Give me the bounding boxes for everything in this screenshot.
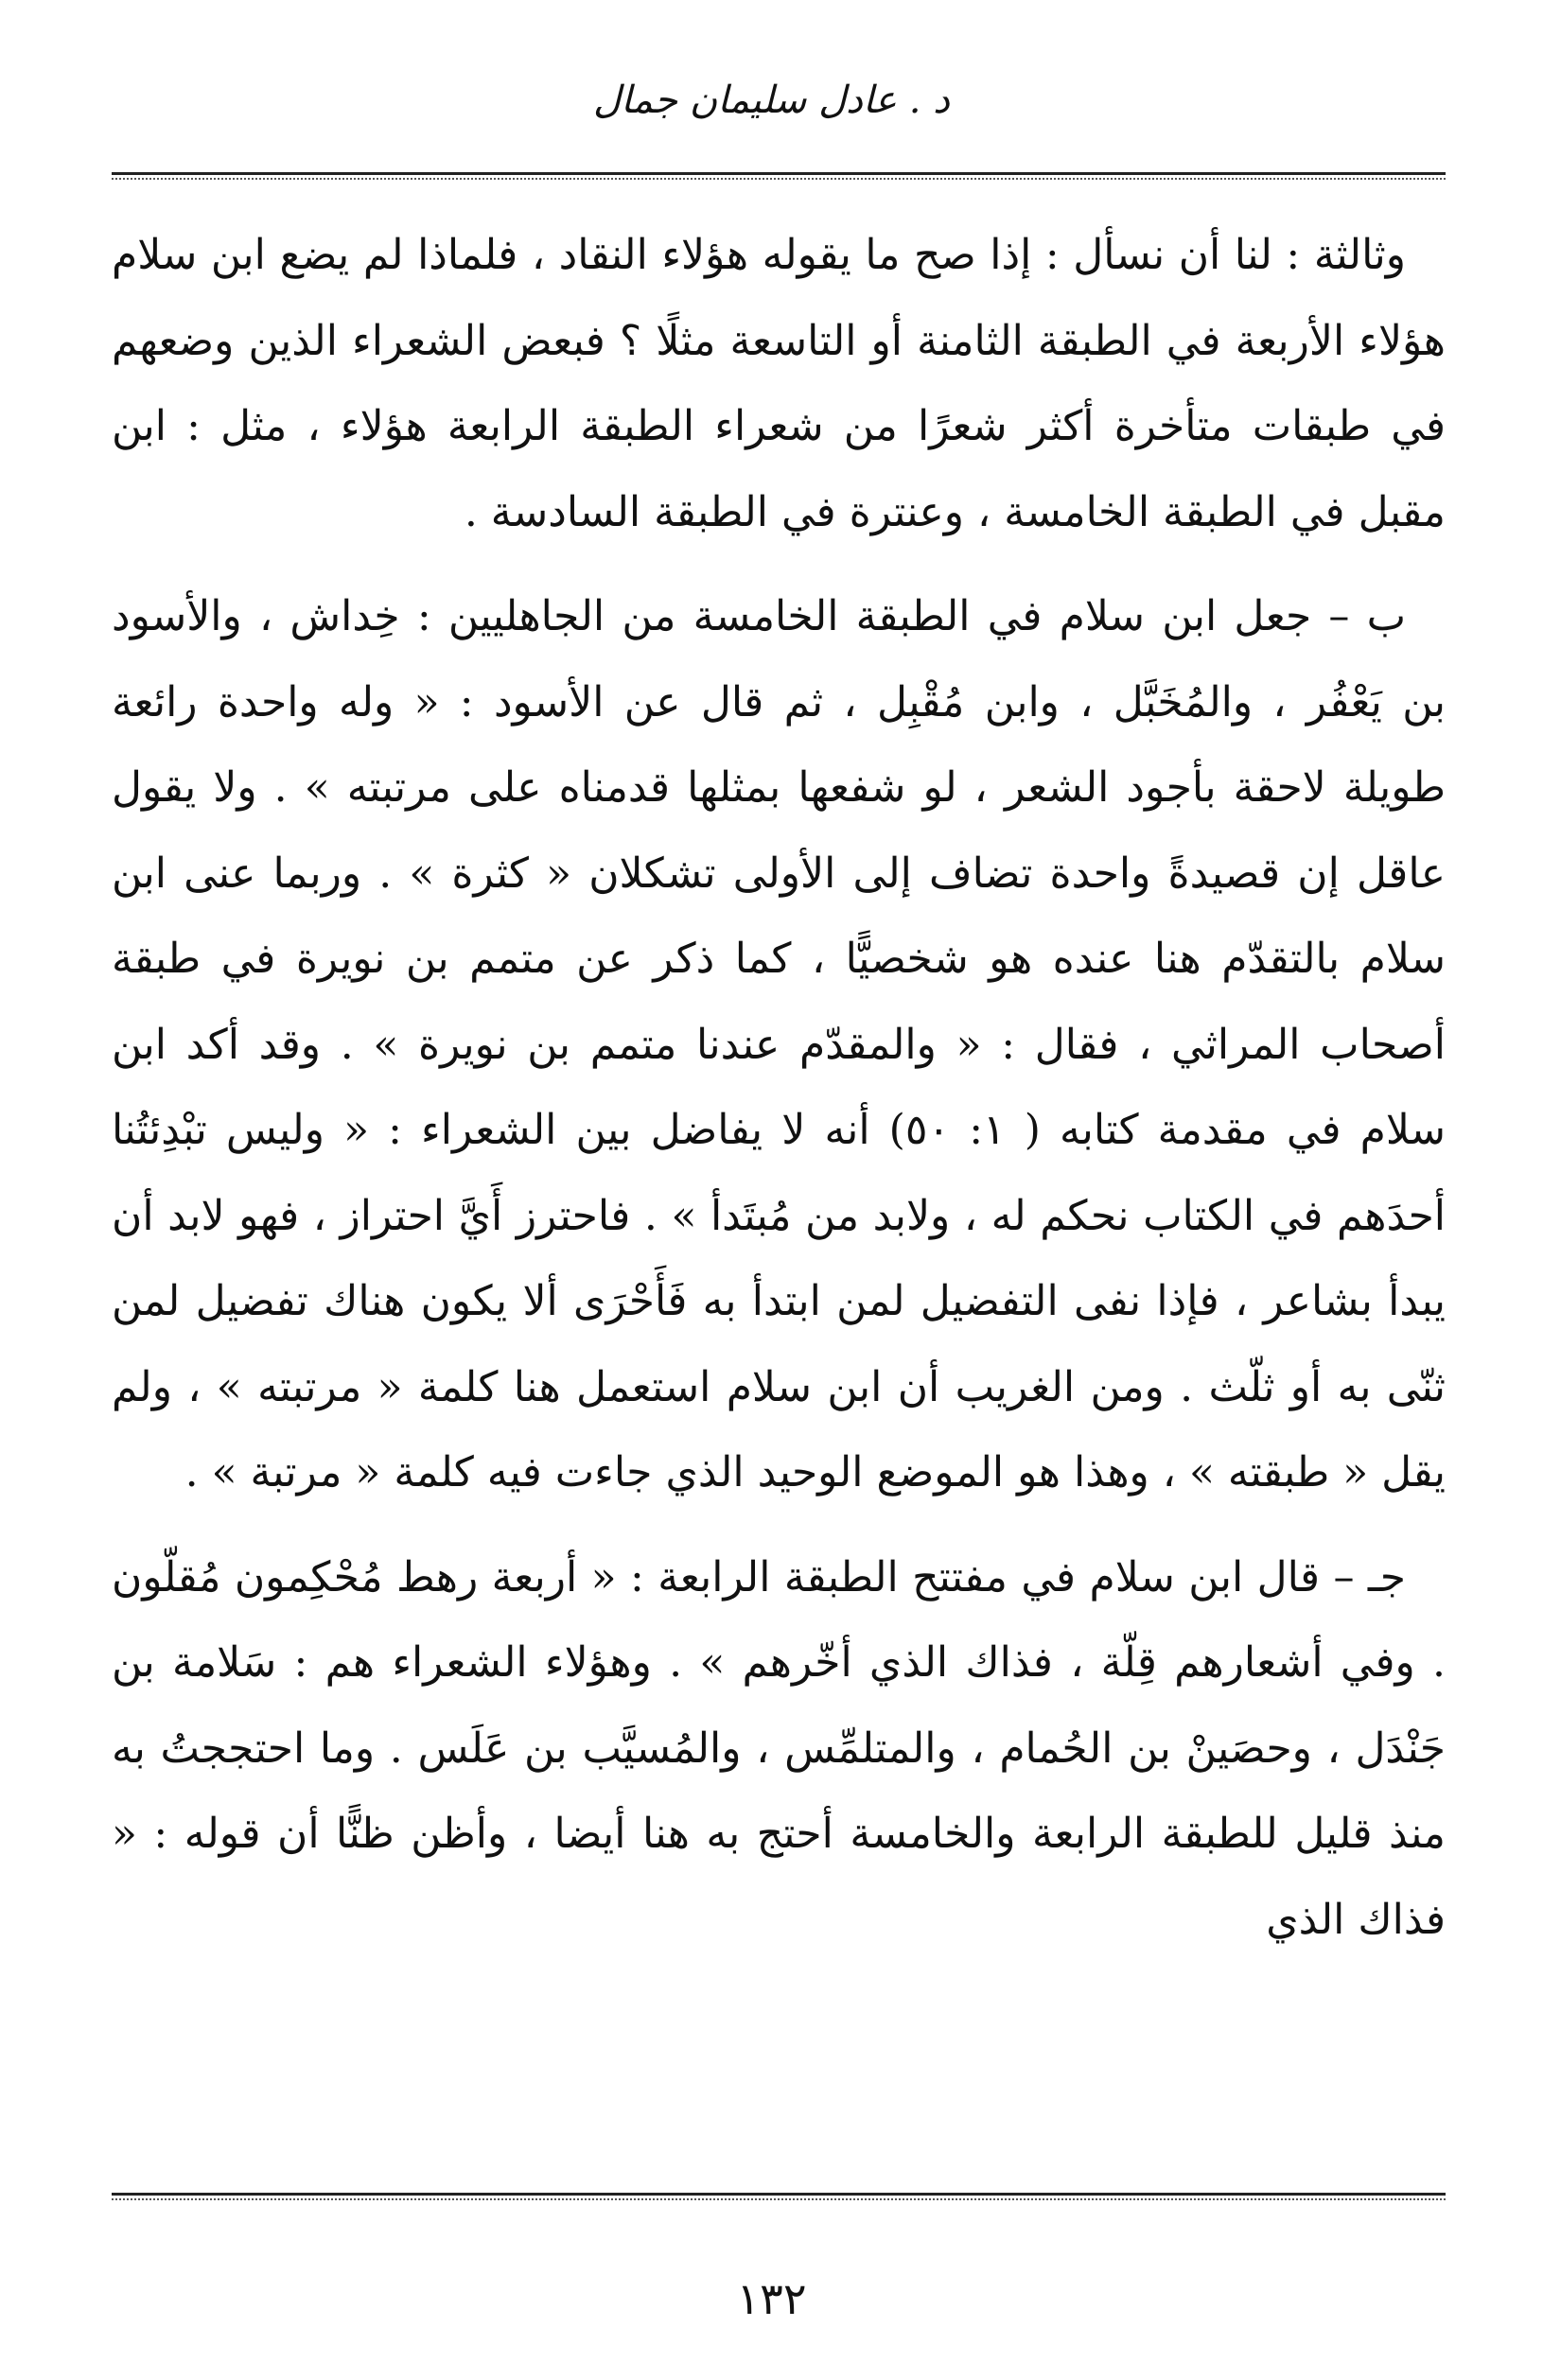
paragraph-3: جـ – قال ابن سلام في مفتتح الطبقة الرابعة : « أربعة رهط مُحْكِمون مُقلّون . وفي أشعارهم قِلّة ، فذاك الذي أخّرهم » . وهؤلاء الشعراء هم : سَلامة بن جَنْدَل ، وحصَينْ بن الحُمام ، والمتلمِّس ، والمُسيَّب بن عَلَس . وما احتججتُ به منذ قليل للطبقة الرابعة والخامسة أحتج به هنا أيضا ، وأظن ظنًّا أن قوله : « فذاك الذي	[112, 1552, 1446, 1944]
main-text	[112, 213, 1446, 1963]
page-number: ١٣٢	[736, 2273, 807, 2324]
paragraph-2: ب – جعل ابن سلام في الطبقة الخامسة من الجاهليين : خِداش ، والأسود بن يَعْفُر ، والمُخَبَّل ، وابن مُقْبِل ، ثم قال عن الأسود : « وله واحدة رائعة طويلة لاحقة بأجود الشعر ، لو شفعها بمثلها قدمناه على مرتبته » . ولا يقول عاقل إن قصيدةً واحدة تضاف إلى الأولى تشكلان « كثرة » . وربما عنى ابن سلام بالتقدّم هنا عنده هو شخصيًّا ، كما ذكر عن متمم بن نويرة في طبقة أصحاب المراثي ، فقال : « والمقدّم عندنا متمم بن نويرة » . وقد أكد ابن سلام في مقدمة كتابه ( ١: ٥٠) أنه لا يفاضل بين الشعراء : « وليس تبْدِئتُنا أحدَهم في الكتاب نحكم له ، ولابد من مُبتَدأ » . فاحترز أَيَّ احتراز ، فهو لابد أن يبدأ بشاعر ، فإذا نفى التفضيل لمن ابتدأ به فَأَحْرَى ألا يكون هناك تفضيل لمن ثنّى به أو ثلّث . ومن الغريب أن ابن سلام استعمل هنا كلمة « مرتبته » ، ولم يقل « طبقته » ، وهذا هو الموضع الوحيد الذي جاءت فيه كلمة « مرتبة » .	[112, 592, 1447, 1496]
header-rule	[112, 172, 1446, 175]
paragraph-1: وثالثة : لنا أن نسأل : إذا صح ما يقوله هؤلاء النقاد ، فلماذا لم يضع ابن سلام هؤلاء الأربعة في الطبقة الثامنة أو التاسعة مثلًا ؟ فبعض الشعراء الذين وضعهم في طبقات متأخرة أكثر شعرًا من شعراء الطبقة الرابعة هؤلاء ، مثل : ابن مقبل في الطبقة الخامسة ، وعنترة في الطبقة السادسة .	[112, 231, 1446, 536]
footer-rule	[112, 2193, 1446, 2196]
running-header-author: د . عادل سليمان جمال	[593, 79, 950, 122]
